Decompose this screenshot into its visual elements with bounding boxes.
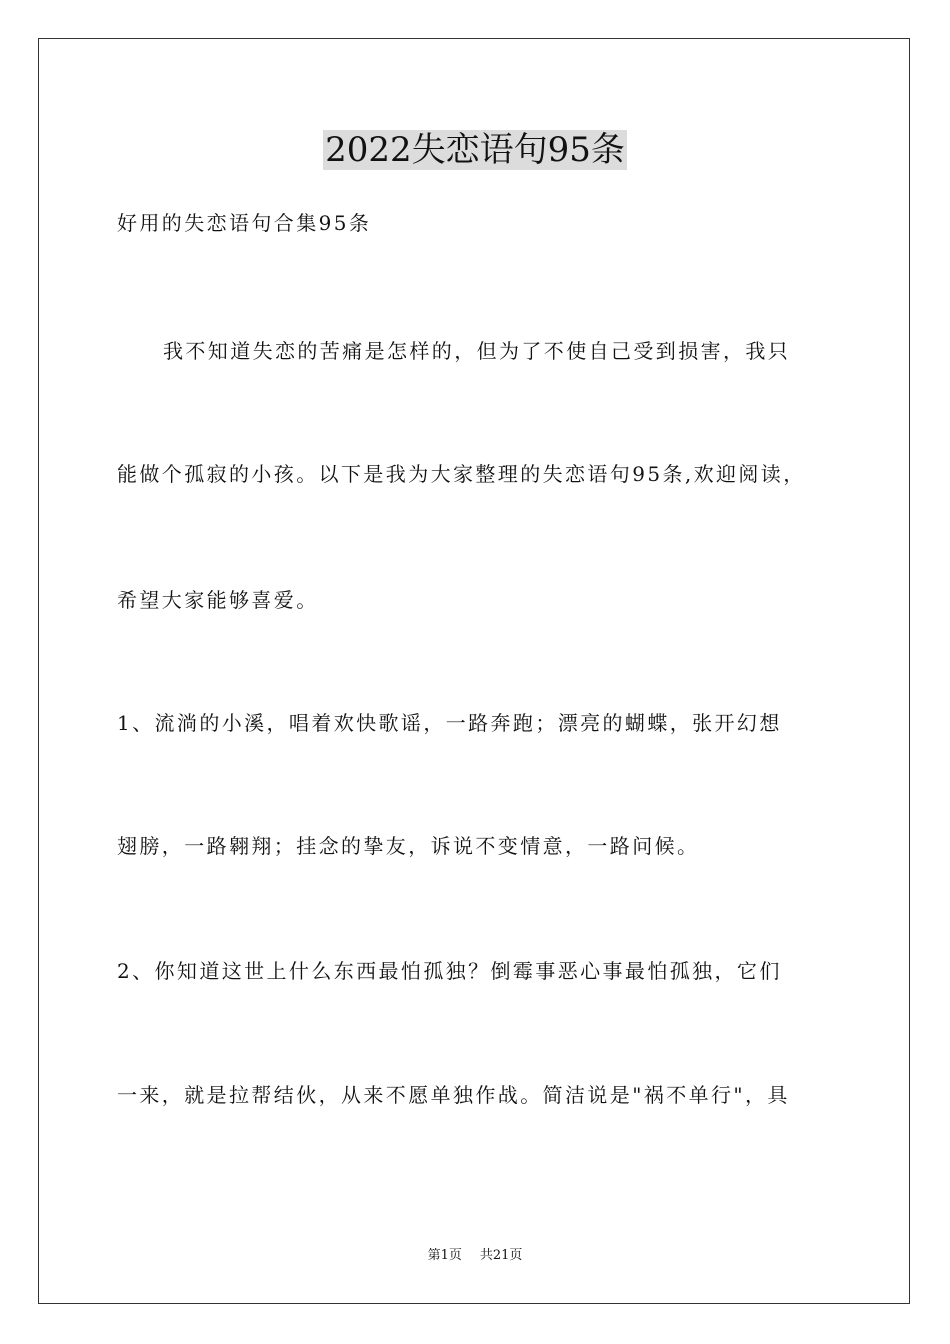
paragraph-line: 我不知道失恋的苦痛是怎样的，但为了不使自己受到损害，我只 xyxy=(163,339,791,363)
page-number: 第1页 xyxy=(427,1248,462,1263)
paragraph-line: 希望大家能够喜爱。 xyxy=(117,588,319,612)
document-subtitle: 好用的失恋语句合集95条 xyxy=(117,211,372,235)
page-total: 共21页 xyxy=(479,1248,523,1263)
document-title-text: 2022失恋语句95条 xyxy=(325,130,625,170)
page-footer xyxy=(0,1247,950,1265)
paragraph-line: 2、你知道这世上什么东西最怕孤独？倒霉事恶心事最怕孤独，它们 xyxy=(117,959,782,983)
paragraph-line: 翅膀，一路翱翔；挂念的挚友，诉说不变情意，一路问候。 xyxy=(117,834,700,858)
paragraph-line: 能做个孤寂的小孩。以下是我为大家整理的失恋语句95条,欢迎阅读， xyxy=(117,462,806,486)
paragraph-line: 1、流淌的小溪，唱着欢快歌谣，一路奔跑；漂亮的蝴蝶，张开幻想 xyxy=(117,711,782,735)
paragraph-line: 一来，就是拉帮结伙，从来不愿单独作战。简洁说是"祸不单行"，具 xyxy=(117,1083,790,1107)
document-title xyxy=(0,128,950,172)
